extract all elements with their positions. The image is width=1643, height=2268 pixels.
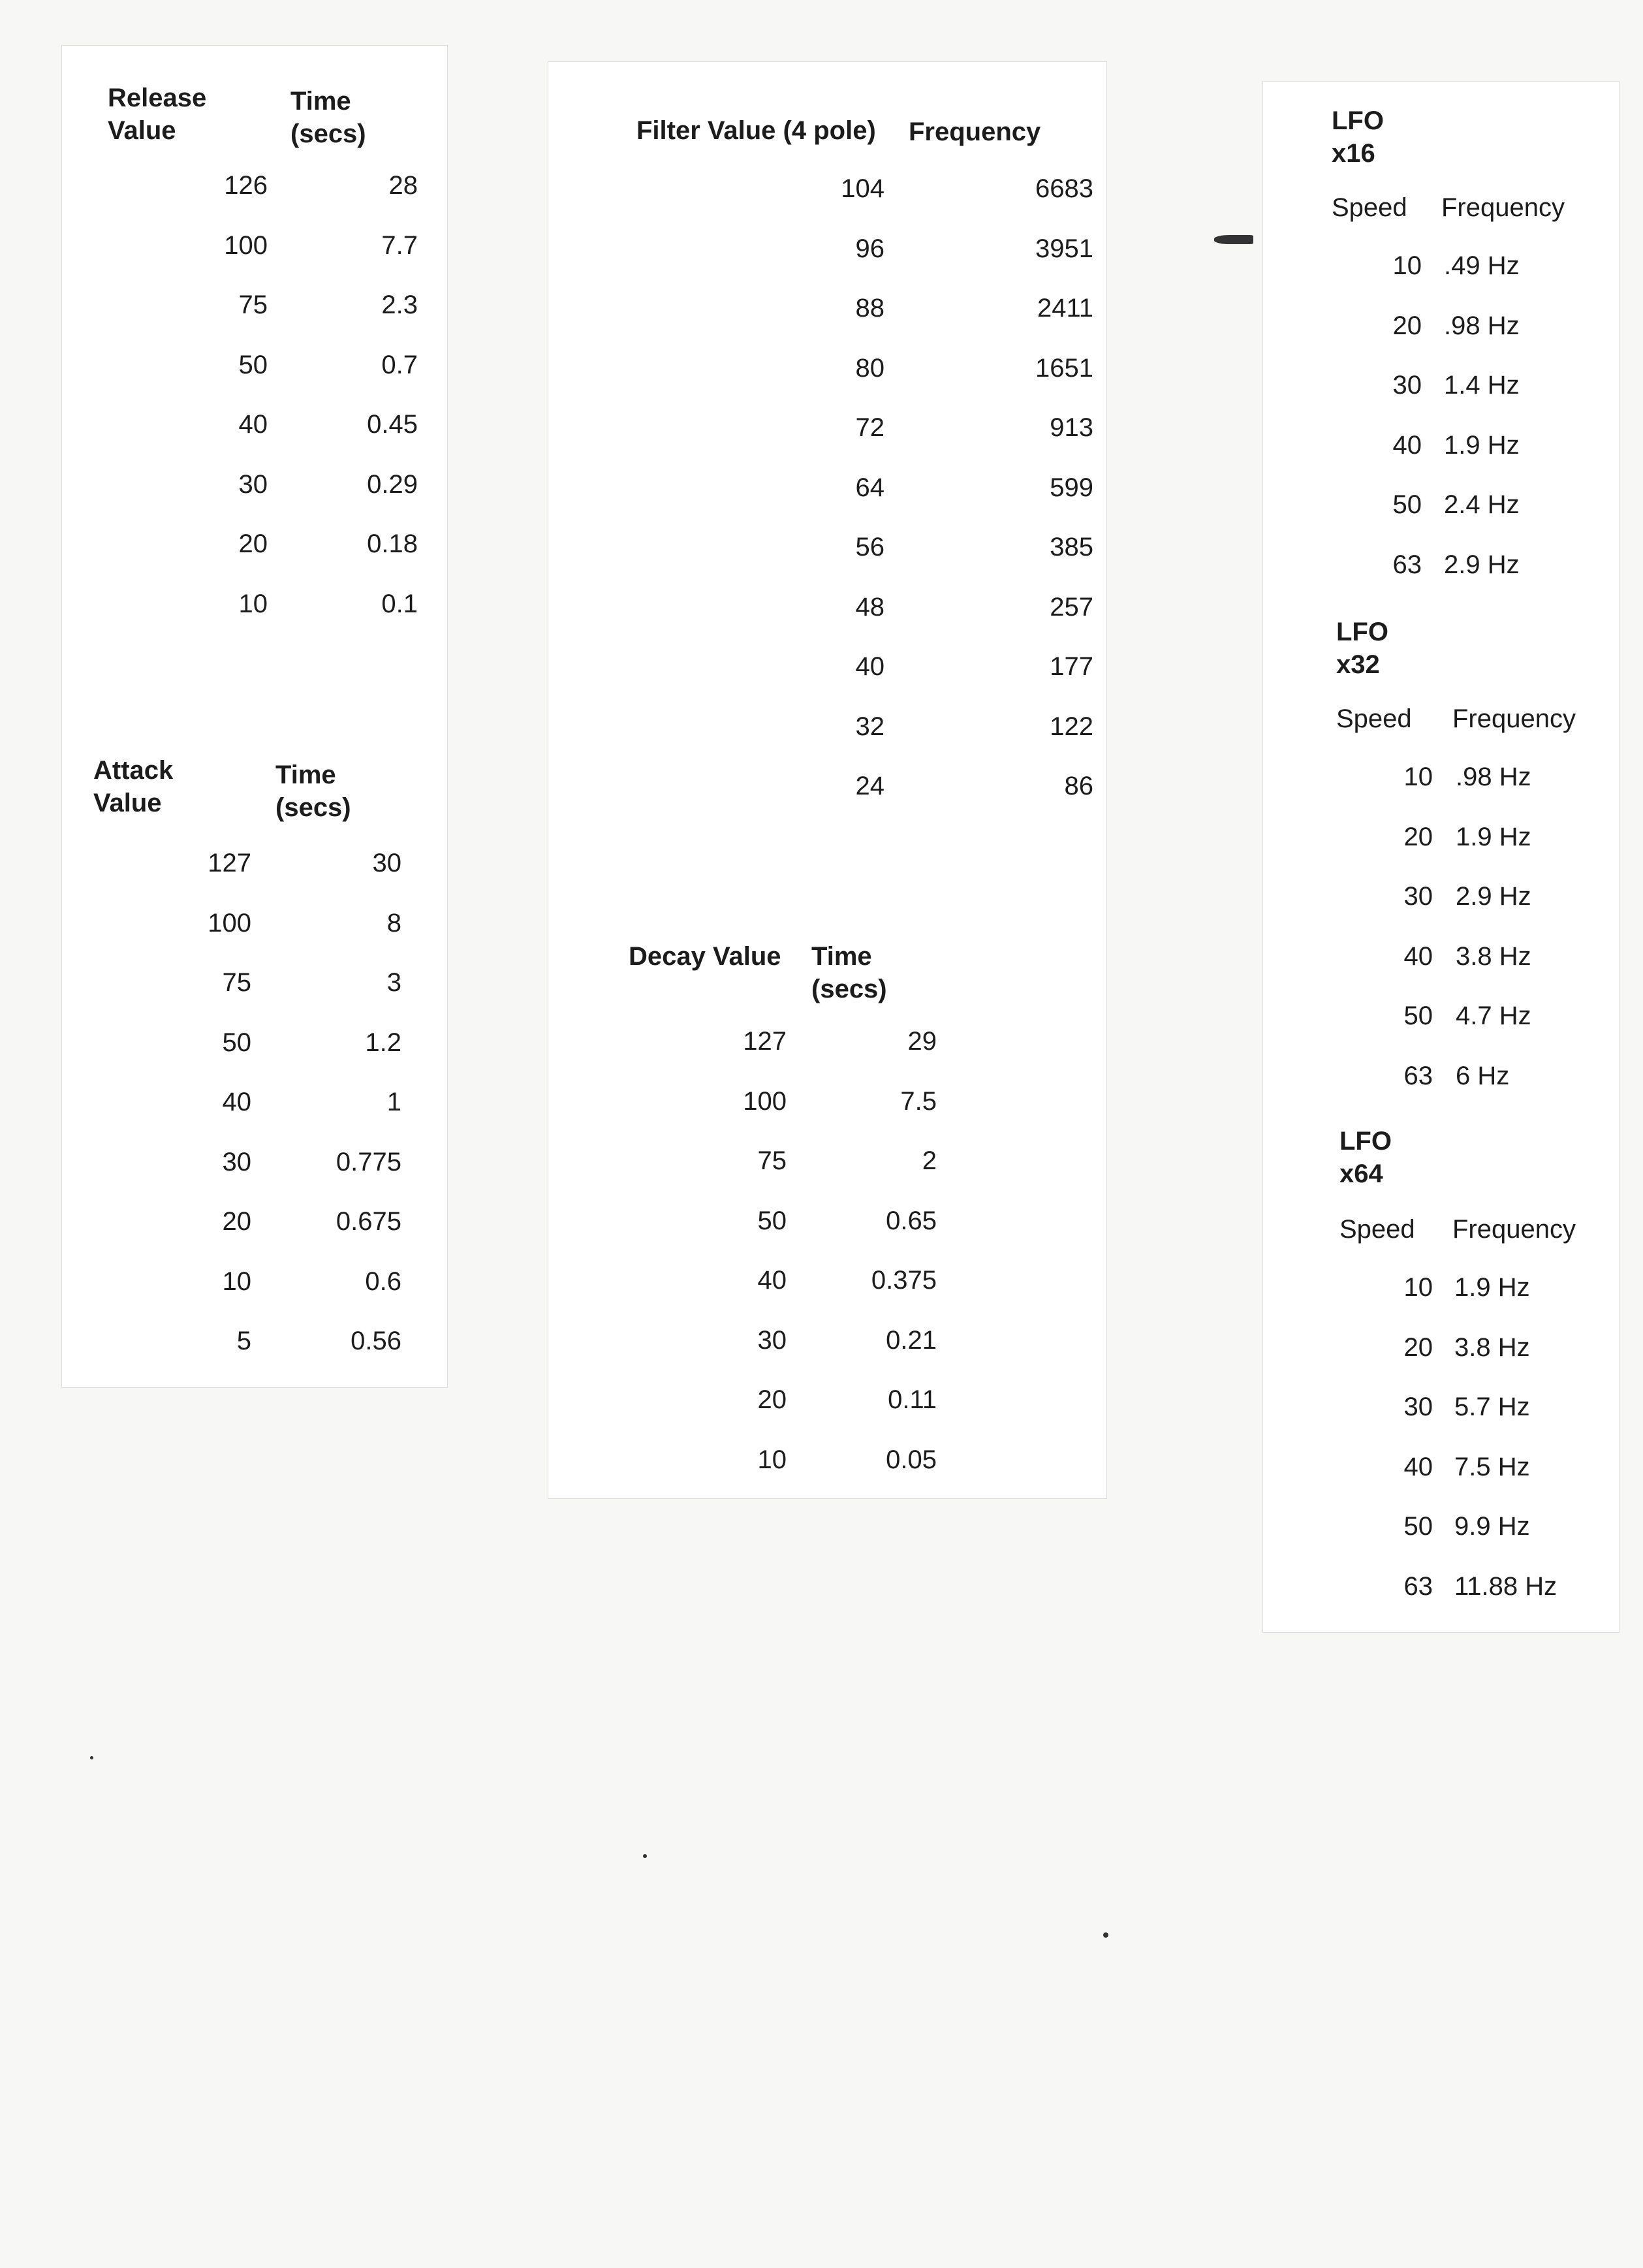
row-result: 2: [922, 1146, 937, 1175]
row-value: 30: [1392, 371, 1422, 400]
row-result: 2.9 Hz: [1444, 550, 1520, 579]
attack-value-header: Attack Value: [93, 756, 174, 817]
row-result: 3.8 Hz: [1454, 1332, 1530, 1362]
row-value: 88: [855, 294, 884, 323]
row-result: .98 Hz: [1456, 763, 1531, 791]
row-result: 4.7 Hz: [1456, 1001, 1531, 1030]
scan-speck: [90, 1756, 93, 1759]
row-value: 30: [222, 1147, 251, 1176]
row-value: 50: [1403, 1512, 1433, 1541]
row-value: 126: [224, 171, 268, 200]
row-result: 0.6: [365, 1267, 401, 1296]
row-result: 0.18: [367, 529, 418, 558]
row-result: 0.7: [381, 350, 418, 379]
filter-value-header: Filter Value (4 pole): [636, 116, 876, 145]
row-result: 0.56: [351, 1327, 401, 1355]
row-result: 2.4 Hz: [1444, 490, 1520, 519]
row-result: 11.88 Hz: [1454, 1571, 1557, 1601]
row-result: 8: [386, 908, 401, 937]
row-result: 0.65: [886, 1206, 937, 1235]
row-result: 0.775: [336, 1147, 401, 1176]
row-value: 100: [224, 230, 268, 260]
row-value: 64: [855, 473, 884, 502]
row-result: 2411: [1037, 294, 1093, 323]
row-value: 75: [757, 1146, 787, 1175]
row-result: 7.5 Hz: [1454, 1452, 1530, 1481]
row-value: 40: [855, 652, 884, 681]
row-result: 9.9 Hz: [1454, 1512, 1530, 1541]
row-result: 3.8 Hz: [1456, 941, 1531, 971]
row-value: 20: [1403, 1332, 1433, 1362]
row-value: 30: [1403, 882, 1433, 911]
row-result: 2.9 Hz: [1456, 882, 1531, 911]
decay-time-header: Time (secs): [811, 942, 887, 1003]
row-result: 28: [388, 171, 418, 200]
row-value: 10: [222, 1267, 251, 1296]
row-value: 75: [238, 291, 268, 319]
row-value: 63: [1403, 1061, 1433, 1090]
row-value: 20: [1392, 311, 1422, 340]
filter-frequency-header: Frequency: [909, 118, 1041, 146]
lfo-x32-title: LFO x32: [1336, 618, 1388, 679]
row-value: 40: [1403, 1452, 1433, 1481]
release-value-header: Release Value: [108, 84, 207, 145]
row-value: 104: [841, 174, 884, 203]
row-result: 122: [1050, 712, 1093, 741]
lfo-x32-speed-header: Speed: [1336, 704, 1412, 733]
row-result: 1651: [1035, 353, 1093, 383]
lfo-x64-title: LFO x64: [1339, 1127, 1392, 1188]
row-value: 32: [855, 712, 884, 741]
row-result: .98 Hz: [1444, 311, 1520, 340]
row-result: 3951: [1035, 234, 1093, 263]
release-time-header: Time (secs): [290, 87, 366, 148]
row-value: 40: [222, 1088, 251, 1116]
row-result: .49 Hz: [1444, 251, 1520, 280]
row-value: 50: [1403, 1001, 1433, 1030]
row-value: 63: [1403, 1571, 1433, 1601]
row-result: 1.9 Hz: [1444, 430, 1520, 460]
row-value: 72: [855, 413, 884, 442]
row-value: 80: [855, 353, 884, 383]
row-result: 1.9 Hz: [1456, 822, 1531, 851]
lfo-x16-frequency-header: Frequency: [1441, 193, 1565, 222]
row-result: 0.11: [888, 1385, 937, 1414]
row-result: 0.375: [871, 1266, 937, 1295]
row-result: 30: [372, 849, 401, 877]
row-value: 63: [1392, 550, 1422, 579]
row-value: 20: [222, 1207, 251, 1236]
row-result: 1.2: [365, 1028, 401, 1057]
row-value: 10: [1403, 763, 1433, 791]
row-result: 0.1: [381, 589, 418, 618]
row-result: 1: [386, 1088, 401, 1116]
row-value: 20: [757, 1385, 787, 1414]
row-value: 100: [743, 1086, 787, 1116]
row-value: 75: [222, 968, 251, 997]
row-result: 599: [1050, 473, 1093, 502]
row-value: 50: [757, 1206, 787, 1235]
row-value: 24: [855, 772, 884, 800]
row-value: 100: [208, 908, 251, 937]
row-value: 56: [855, 533, 884, 561]
lfo-x64-frequency-header: Frequency: [1452, 1215, 1576, 1244]
lfo-x32-frequency-header: Frequency: [1452, 704, 1576, 733]
row-result: 0.675: [336, 1207, 401, 1236]
row-result: 2.3: [381, 291, 418, 319]
row-result: 0.05: [886, 1445, 937, 1474]
row-result: 6 Hz: [1456, 1061, 1510, 1090]
row-result: 913: [1050, 413, 1093, 442]
row-result: 1.4 Hz: [1444, 371, 1520, 400]
row-result: 257: [1050, 592, 1093, 622]
lfo-x64-speed-header: Speed: [1339, 1215, 1415, 1244]
row-value: 30: [238, 469, 268, 499]
row-value: 40: [757, 1266, 787, 1295]
row-value: 10: [757, 1445, 787, 1474]
row-result: 7.7: [381, 230, 418, 260]
row-result: 86: [1064, 772, 1093, 800]
row-value: 10: [1403, 1273, 1433, 1302]
row-value: 5: [236, 1327, 251, 1355]
row-value: 48: [855, 592, 884, 622]
row-result: 7.5: [900, 1086, 937, 1116]
lfo-x16-title: LFO x16: [1332, 106, 1384, 168]
scan-speck: [1103, 1932, 1108, 1938]
row-value: 10: [1392, 251, 1422, 280]
row-value: 96: [855, 234, 884, 263]
attack-time-header: Time (secs): [275, 761, 351, 822]
row-value: 40: [238, 410, 268, 439]
row-result: 0.29: [367, 469, 418, 499]
lfo-x16-speed-header: Speed: [1332, 193, 1407, 222]
row-value: 20: [238, 529, 268, 558]
row-result: 5.7 Hz: [1454, 1393, 1530, 1421]
row-value: 50: [238, 350, 268, 379]
row-value: 50: [222, 1028, 251, 1057]
row-result: 29: [907, 1027, 937, 1056]
row-value: 127: [743, 1027, 787, 1056]
row-result: 0.45: [367, 410, 418, 439]
row-result: 1.9 Hz: [1454, 1273, 1530, 1302]
row-result: 177: [1050, 652, 1093, 681]
row-value: 30: [757, 1325, 787, 1355]
row-value: 20: [1403, 822, 1433, 851]
scan-speck: [1214, 235, 1253, 244]
row-result: 6683: [1035, 174, 1093, 203]
row-value: 50: [1392, 490, 1422, 519]
row-result: 385: [1050, 533, 1093, 561]
row-result: 3: [386, 968, 401, 997]
decay-value-header: Decay Value: [629, 942, 781, 971]
row-value: 40: [1392, 430, 1422, 460]
scan-speck: [643, 1854, 647, 1858]
row-value: 10: [238, 589, 268, 618]
row-value: 40: [1403, 941, 1433, 971]
row-result: 0.21: [886, 1325, 937, 1355]
row-value: 127: [208, 849, 251, 877]
row-value: 30: [1403, 1393, 1433, 1421]
